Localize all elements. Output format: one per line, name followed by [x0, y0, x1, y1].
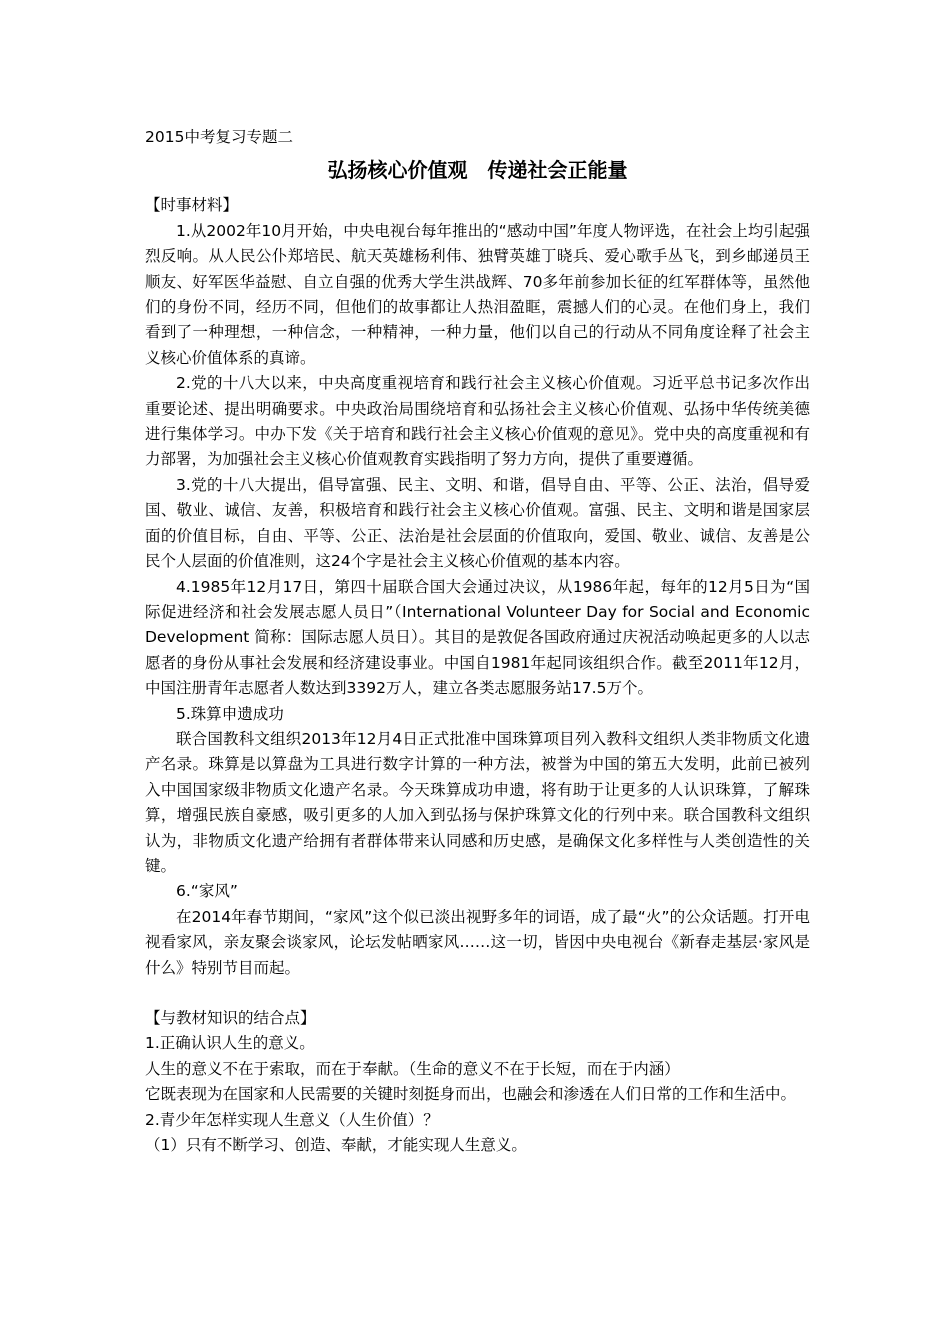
point-1-text-b: 它既表现为在国家和人民需要的关键时刻挺身而出，也融会和渗透在人们日常的工作和生活中。 [145, 1085, 797, 1104]
point-2-item-1: （1）只有不断学习、创造、奉献，才能实现人生意义。 [145, 1136, 527, 1155]
paragraph-6-heading: 6.“家风” [176, 882, 238, 901]
section-heading-materials: 【时事材料】 [145, 196, 239, 215]
paragraph-6-body: 在2014年春节期间，“家风”这个似已淡出视野多年的词语，成了最“火”的公众话题。打开电视看家风，亲友聚会谈家风，论坛发帖晒家风……这一切，皆因中央电视台《新春走基层·家风是什么》特别节目而起。 [145, 907, 810, 977]
paragraph-5-body: 联合国教科文组织2013年12月4日正式批准中国珠算项目列入教科文组织人类非物质文化遗产名录。珠算是以算盘为工具进行数字计算的一种方法，被誉为中国的第五大发明，此前已被列入中国国家级非物质文化遗产名录。今天珠算成功申遗，将有助于让更多的人认识珠算，了解珠算，增强民族自豪感，吸引更多的人加入到弘扬与保护珠算文化的行列中来。联合国教科文组织认为，非物质文化遗产给拥有者群体带来认同感和历史感，是确保文化多样性与人类创造性的关键。 [145, 729, 810, 875]
paragraph-3: 3.党的十八大提出，倡导富强、民主、文明、和谐，倡导自由、平等、公正、法治，倡导爱国、敬业、诚信、友善，积极培育和践行社会主义核心价值观。富强、民主、文明和谐是国家层面的价值目标，自由、平等、公正、法治是社会层面的价值取向，爱国、敬业、诚信、友善是公民个人层面的价值准则，这24个字是社会主义核心价值观的基本内容。 [145, 475, 810, 571]
paragraph-1: 1.从2002年10月开始，中央电视台每年推出的“感动中国”年度人物评选，在社会上均引起强烈反响。从人民公仆郑培民、航天英雄杨利伟、独臂英雄丁晓兵、爱心歌手丛飞，到乡邮递员王顺友、好军医华益慰、自立自强的优秀大学生洪战辉、70多年前参加长征的红军群体等，虽然他们的身份不同，经历不同，但他们的故事都让人热泪盈眶，震撼人们的心灵。在他们身上，我们看到了一种理想，一种信念，一种精神，一种力量，他们以自己的行动从不同角度诠释了社会主义核心价值体系的真谛。 [145, 221, 810, 367]
spacer [145, 981, 810, 1006]
point-1: 1.正确认识人生的意义。 [145, 1034, 315, 1053]
document-title: 弘扬核心价值观 传递社会正能量 [327, 158, 628, 183]
paragraph-4: 4.1985年12月17日，第四十届联合国大会通过决议，从1986年起，每年的12月5日为“国际促进经济和社会发展志愿人员日”（International Volunteer Day for Social and Economic Development 简称：国际志愿人员日）。其目的是敦促各国政府通过庆祝活动唤起更多的人以志愿者的身份从事社会发展和经济建设事业。中国自1981年起同该组织合作。截至2011年12月，中国注册青年志愿者人数达到3392万人，建立各类志愿服务站17.5万个。 [145, 577, 810, 698]
point-1-text-a: 人生的意义不在于索取，而在于奉献。（生命的意义不在于长短，而在于内涵） [145, 1059, 680, 1078]
paragraph-2: 2.党的十八大以来，中央高度重视培育和践行社会主义核心价值观。习近平总书记多次作出重要论述、提出明确要求。中央政治局围绕培育和弘扬社会主义核心价值观、弘扬中华传统美德进行集体学习。中办下发《关于培育和践行社会主义核心价值观的意见》。党中央的高度重视和有力部署，为加强社会主义核心价值观教育实践指明了努力方向，提供了重要遵循。 [145, 374, 810, 469]
document-body [145, 125, 810, 1158]
paragraph-5-heading: 5.珠算申遗成功 [176, 704, 284, 723]
document-header: 2015中考复习专题二 [145, 128, 293, 146]
point-2: 2.青少年怎样实现人生意义（人生价值）？ [145, 1110, 439, 1129]
section-heading-knowledge: 【与教材知识的结合点】 [145, 1009, 316, 1027]
